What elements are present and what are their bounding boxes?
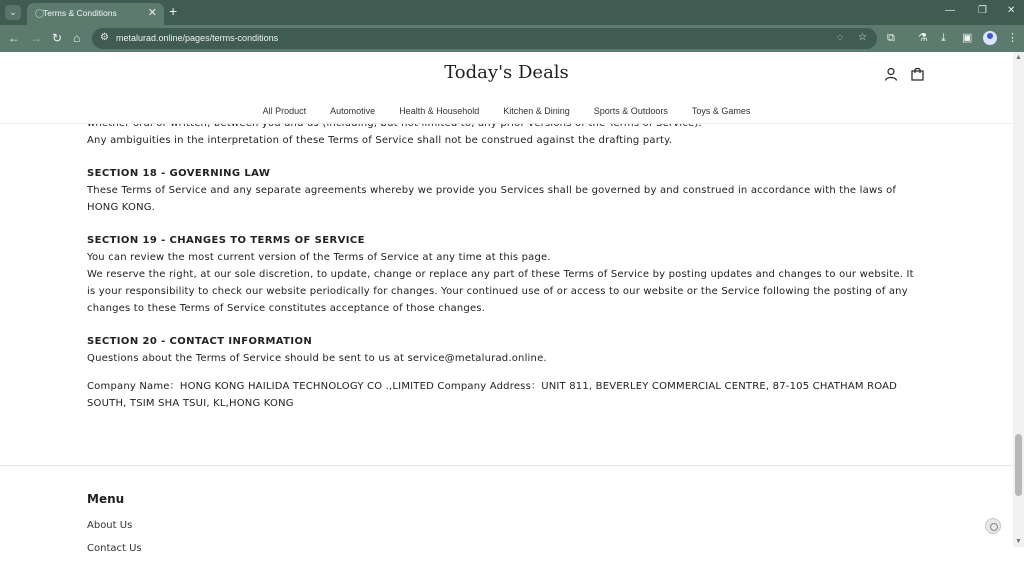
back-arrow-icon[interactable]: ← — [8, 31, 20, 45]
bag-icon[interactable] — [911, 67, 924, 81]
scroll-down-arrow-icon[interactable]: ▼ — [1015, 538, 1022, 545]
site-footer — [0, 465, 1013, 565]
section-18-text: These Terms of Service and any separate agreements whereby we provide you Services shall be governed by and construed in accordance with the laws of HONG KONG. — [87, 185, 897, 213]
terms-content — [87, 124, 917, 412]
site-title[interactable]: Today's Deals — [444, 62, 569, 83]
labs-flask-icon[interactable]: ⚗ — [918, 32, 928, 44]
nav-link-automotive[interactable]: Automotive — [330, 106, 376, 116]
side-panel-icon[interactable]: ▣ — [962, 32, 973, 44]
restore-icon[interactable]: ❐ — [978, 5, 987, 16]
profile-avatar-icon[interactable] — [983, 31, 997, 45]
user-icon[interactable] — [884, 67, 898, 81]
tab-search-chevron-down-icon[interactable]: ⌄ — [5, 5, 21, 20]
footer-link-contact-us[interactable]: Contact Us — [87, 543, 142, 554]
more-menu-icon[interactable]: ⋮ — [1007, 32, 1018, 44]
main-navigation — [0, 106, 1013, 116]
site-header — [0, 52, 1013, 124]
eye-off-icon[interactable]: ◌ — [837, 32, 843, 43]
window-close-icon[interactable]: ✕ — [1007, 5, 1016, 16]
browser-tab-bar — [0, 0, 1024, 25]
nav-link-health-household[interactable]: Health & Household — [399, 106, 480, 116]
bookmark-star-icon[interactable]: ☆ — [858, 32, 867, 43]
section-19-paragraph-2: We reserve the right, at our sole discretion, to update, change or replace any part of these Terms of Service by posting updates and changes to our website. It is your responsibility to check our website periodically for changes. Your continued use of or access to our website or the Service following the posting of any changes to these Terms of Service constitutes acceptance of those changes. — [87, 269, 914, 314]
section-19-paragraph-1: You can review the most current version of the Terms of Service at any time at this page. — [87, 252, 551, 263]
footer-link-about-us[interactable]: About Us — [87, 520, 133, 531]
new-tab-plus-icon[interactable]: + — [169, 3, 178, 19]
nav-link-sports-outdoors[interactable]: Sports & Outdoors — [593, 106, 668, 116]
url-text[interactable]: metalurad.online/pages/terms-conditions — [116, 33, 279, 43]
footer-menu-heading: Menu — [87, 492, 125, 506]
nav-link-toys-games[interactable]: Toys & Games — [691, 106, 751, 116]
site-info-icon[interactable]: ⚙ — [100, 32, 109, 43]
chat-widget-icon[interactable] — [985, 518, 1001, 534]
page-viewport — [0, 52, 1013, 554]
page-scrollbar[interactable] — [1013, 52, 1024, 547]
company-info: Company Name：HONG KONG HAILIDA TECHNOLOGY CO .,LIMITED Company Address：UNIT 811, BEVERLEY COMMERCIAL CENTRE, 87-105 CHATHAM ROAD SOUTH, TSIM SHA TSUI, KL,HONG KONG — [87, 381, 898, 409]
section-20-heading: SECTION 20 - CONTACT INFORMATION — [87, 336, 313, 347]
section-20-text: Questions about the Terms of Service should be sent to us at service@metalurad.online. — [87, 353, 547, 364]
extensions-icon[interactable]: ⧉ — [887, 32, 895, 44]
scrollbar-thumb[interactable] — [1015, 434, 1022, 496]
ambiguity-text: Any ambiguities in the interpretation of these Terms of Service shall not be construed against the drafting party. — [87, 135, 673, 146]
reload-icon[interactable]: ↻ — [52, 31, 63, 45]
address-bar[interactable] — [92, 28, 877, 49]
home-icon[interactable]: ⌂ — [73, 31, 81, 45]
tab-title: Terms & Conditions — [43, 8, 117, 18]
browser-toolbar — [0, 25, 1024, 52]
nav-link-kitchen-dining[interactable]: Kitchen & Dining — [503, 106, 570, 116]
forward-arrow-icon[interactable]: → — [30, 31, 42, 45]
nav-link-all-product[interactable]: All Product — [262, 106, 307, 116]
close-icon[interactable]: ✕ — [147, 7, 157, 19]
section-18-heading: SECTION 18 - GOVERNING LAW — [87, 168, 271, 179]
downloads-icon[interactable]: ⤓ — [941, 32, 946, 44]
section-19-heading: SECTION 19 - CHANGES TO TERMS OF SERVICE — [87, 235, 365, 246]
scroll-up-arrow-icon[interactable]: ▲ — [1015, 54, 1022, 61]
minimize-icon[interactable]: — — [945, 5, 955, 16]
partial-line-wrapper — [87, 123, 917, 132]
browser-tab[interactable] — [27, 3, 164, 25]
